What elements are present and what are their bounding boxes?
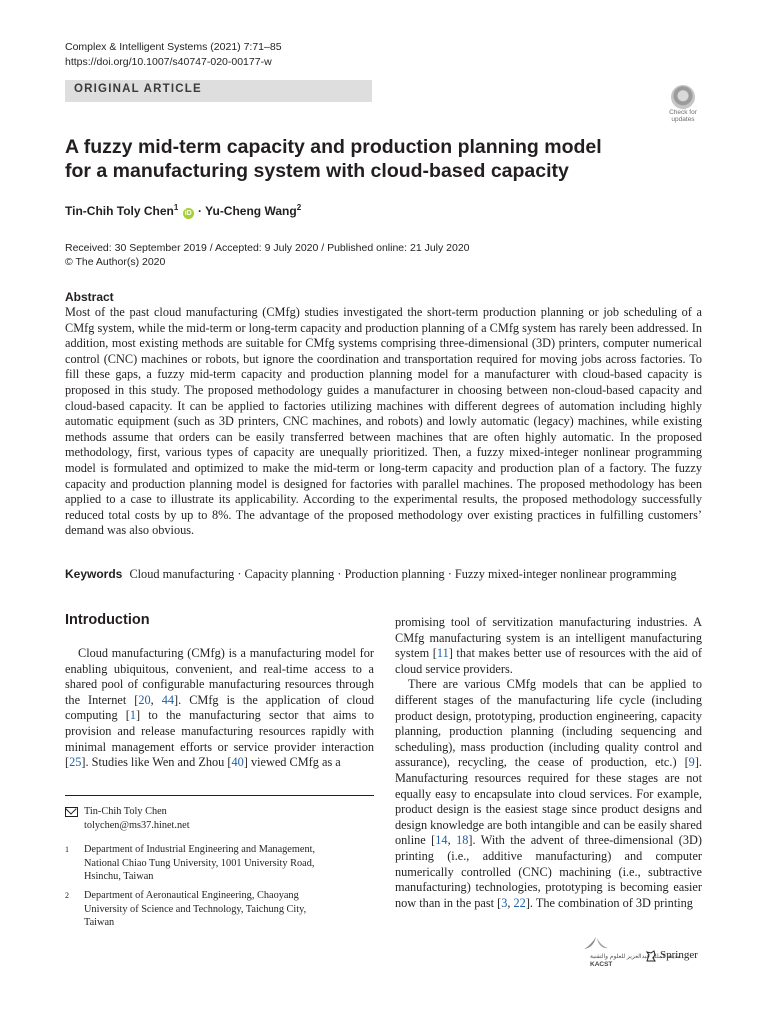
intro-paragraph-1: Cloud manufacturing (CMfg) is a manufacturing model for enabling ubiquitous, convenient, and real-time access to a shared pool of configurable manufacturing resources through the Internet [20, 44]. CMfg is the application of cloud computing [1] to the manufacturing sector that aims to provision and release manufacturing resources rapidly with minimal management efforts or service provider interaction [25]. Studies like Wen and Zhou [40] viewed CMfg as a [65,646,374,770]
orcid-icon[interactable]: iD [184,210,192,217]
keywords [65,567,677,582]
abstract-heading: Abstract [65,290,114,304]
abstract-text: Most of the past cloud manufacturing (CMfg) studies investigated the short-term production planning or job scheduling of a CMfg system, while the mid-term or long-term capacity and production planning of a CMfg system has rarely been addressed. In addition, most existing methods are suitable for CMfg systems comprising three-dimensional (3D) printers, computer numerical control (CNC) machines or robots, but ignore the coordination and transportation required for moving jobs across factories. To fill these gaps, a fuzzy mid-term capacity and production planning model for a manufacturer with cloud-based capacity is proposed in this study. The proposed methodology guides a manufacturer in choosing between non-cloud-based capacity and cloud-based capacity. It can be applied to factories utilizing machines with different degrees of automation including highly automatic equipment (such as 3D printers, CNC machines, and robots) and lowly automatic (legacy) machines, while existing methods assume that orders can be easily transferred between machines that are often highly automatic. In the proposed methodology, first, various types of capacity are unequally prioritized. Then, a fuzzy mixed-integer nonlinear programming model is formulated and optimized to make the mid-term or long-term capacity and production plan of a factory. The fuzzy capacity and production planning model is designed for factories with parallel machines. The proposed methodology has been applied to a case to illustrate its applicability. According to the experimental results, the proposed methodology successfully reduced total costs by up to 8%. The advantage of the proposed methodology over existing practices in fulfilling customers’ demand was also obvious. [65,305,702,538]
kacst-name: KACST [590,961,613,968]
affiliation-2-mark: 2 [65,891,69,900]
affiliation-2-line: University of Science and Technology, Taichung City, [84,903,307,915]
intro-paragraph-2: There are various CMfg models that can be applied to different stages of the manufacturing life cycle (including product design, prototyping, production engineering, capacity planning, production planning (including sequencing and scheduling), mass production (including quality control and assurance), recycling, the cease of production, etc.) [9]. Manufacturing resources required for these stages are not equally easy to encapsulate into cloud services. For example, product design is the easiest stage since product designs and design knowledge are both intangible and can be easily shared online [14, 18]. With the advent of three-dimensional (3D) printing (i.e., additive manufacturing) and computer numerically controlled (CNC) machining (i.e., subtractive manufacturing) technologies, prototyping is becoming easier now than in the past [3, 22]. The combination of 3D printing [395,677,702,910]
citation-link[interactable]: 22 [513,895,526,910]
citation-link[interactable]: 20 [138,692,151,707]
citation-link[interactable]: 9 [688,755,695,770]
citation-link[interactable]: 40 [231,755,244,770]
journal-citation: Complex & Intelligent Systems (2021) 7:71–85 [65,41,282,53]
corresponding-author-note [65,805,374,832]
journal-header [65,40,282,70]
citation-link[interactable]: 3 [501,895,508,910]
check-updates-icon [671,85,695,109]
citation-link[interactable]: 1 [129,708,136,723]
introduction-heading: Introduction [65,612,150,628]
keywords-list: Cloud manufacturing · Capacity planning · Production planning · Fuzzy mixed-integer nonlinear programming [129,567,677,581]
corresponding-author-email[interactable]: tolychen@ms37.hinet.net [84,819,190,831]
footnote-divider [65,795,374,796]
citation-link[interactable]: 18 [456,833,469,848]
doi-link[interactable]: https://doi.org/10.1007/s40747-020-00177-w [65,56,272,68]
author-2[interactable]: Yu-Cheng Wang [205,204,297,218]
copyright: © The Author(s) 2020 [65,256,166,268]
keywords-label: Keywords [65,567,123,581]
affiliation-1 [65,843,374,884]
corresponding-author-name: Tin-Chih Toly Chen [84,806,167,817]
introduction-left-column [65,646,374,771]
kacst-arabic-name: مدينة الملك عبدالعزيز للعلوم والتقنية [590,954,681,960]
citation-link[interactable]: 11 [436,646,449,661]
affiliation-2-line: Taiwan [84,917,115,928]
article-type-label: ORIGINAL ARTICLE [74,83,202,95]
springer-name: Springer [660,949,698,961]
affiliation-1-line: Hsinchu, Taiwan [84,871,154,882]
author-separator: · [194,204,206,218]
article-type-banner [65,80,372,102]
affiliation-1-line: National Chiao Tung University, 1001 University Road, [84,857,315,869]
author-1-affiliation: 1 [173,203,179,212]
affiliation-2 [65,889,374,930]
publisher-logos [578,935,708,975]
affiliation-2-line: Department of Aeronautical Engineering, Chaoyang [84,890,299,901]
citation-link[interactable]: 14 [435,833,448,848]
author-2-affiliation: 2 [296,203,302,212]
check-for-updates-badge[interactable] [664,84,702,124]
intro-paragraph-1-cont: promising tool of servitization manufacturing industries. A CMfg manufacturing system is an intelligent manufacturing system [11] that makes better use of resources with the aid of cloud service providers. [395,615,703,676]
article-title: A fuzzy mid-term capacity and production planning model for a manufacturing system with cloud-based capacity [65,136,602,182]
check-updates-label: Check for updates [669,109,697,123]
citation-link[interactable]: 25 [69,755,82,770]
affiliation-1-line: Department of Industrial Engineering and Management, [84,844,316,855]
author-list [65,203,301,219]
affiliation-1-mark: 1 [65,845,69,854]
springer-horse-icon [644,949,658,963]
received-accepted-published: Received: 30 September 2019 / Accepted: 9 July 2020 / Published online: 21 July 2020 [65,242,470,254]
publication-dates [65,241,470,269]
mail-icon [65,807,78,817]
author-1[interactable]: Tin-Chih Toly Chen [65,204,174,218]
introduction-right-column [395,615,702,911]
citation-link[interactable]: 44 [161,692,175,707]
